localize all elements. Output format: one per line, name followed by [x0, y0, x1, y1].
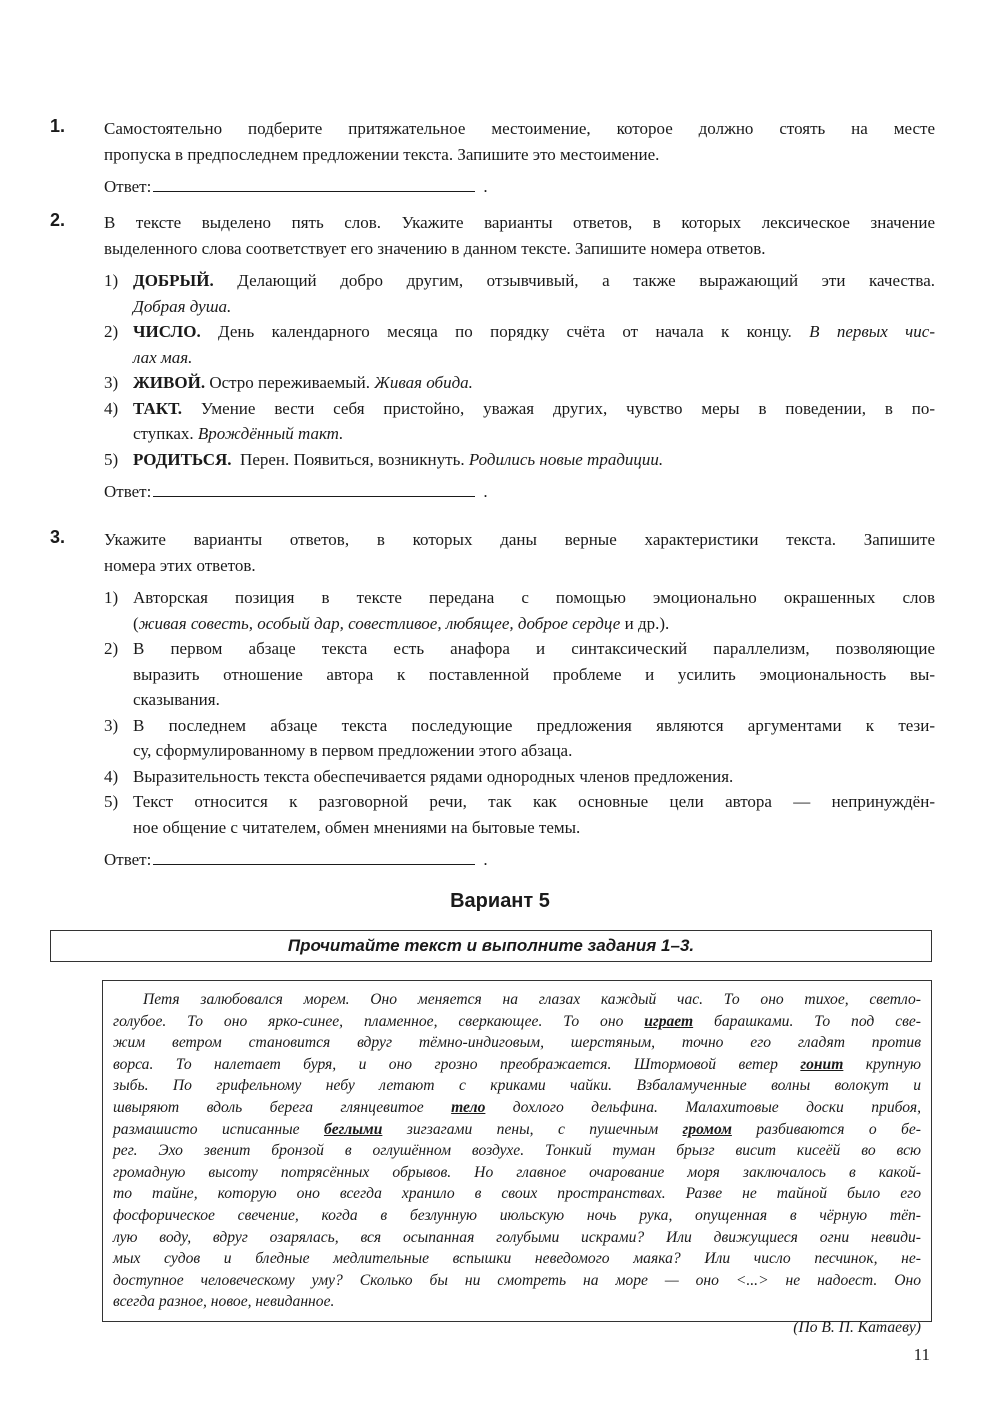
task-text-line: номера этих ответов.: [104, 555, 256, 575]
passage-line: [113, 1011, 921, 1033]
answer-row: [104, 847, 935, 872]
option-word: РОДИТЬСЯ.: [133, 449, 232, 469]
passage-fragment: барашками. То под све-: [693, 1012, 922, 1030]
answer-label: Ответ:: [104, 177, 152, 196]
highlighted-word: громом: [682, 1120, 732, 1138]
option-example: Добрая душа.: [133, 296, 232, 316]
passage-line: жим ветром становится вдруг тёмно-индиговым, шерстяным, точно его гладят против: [113, 1034, 921, 1052]
option-1: [104, 268, 935, 319]
passage-fragment: голубое. То оно ярко-синее, пламенное, сверкающее. То оно: [113, 1012, 645, 1030]
task-1: [50, 116, 935, 199]
task-text: [104, 210, 935, 504]
passage-fragment: разбиваются о бе-: [731, 1120, 921, 1138]
option-number: 3): [104, 715, 119, 735]
passage-fragment: швыряют вдоль берега глянцевитое: [113, 1098, 452, 1116]
option-2: [104, 636, 935, 713]
option-3: [104, 370, 935, 396]
option-4: [104, 396, 935, 447]
task-number: 1.: [50, 116, 66, 136]
option-1: [104, 585, 935, 636]
answer-label: Ответ:: [104, 482, 152, 501]
passage-line: лую воду, вдруг озарялась, вся осыпанная голубыми искрами? Или движущиеся огни невиди-: [113, 1228, 921, 1246]
option-word: ЧИСЛО.: [133, 322, 201, 341]
passage-source: (По В. П. Катаеву): [793, 1318, 921, 1336]
option-text: и др.).: [620, 613, 670, 633]
answer-blank[interactable]: [153, 847, 475, 865]
option-text: В первом абзаце текста есть анафора и синтаксический параллелизм, позволяющие: [133, 639, 935, 658]
option-number: 4): [104, 398, 119, 418]
passage-line: мых судов и бледные медлительные вспышки неведомого маяка? Или число песчинок, не-: [113, 1250, 921, 1268]
passage-line: [113, 1054, 921, 1076]
passage-fragment: дохлого дельфина. Малахитовые доски прибоя,: [485, 1098, 921, 1116]
passage-line: то тайне, которую оно всегда хранило в своих пространствах. Разве не тайной было его: [113, 1185, 921, 1203]
option-example: живая совесть, особый дар, совестливое, любящее, доброе сердце: [138, 613, 621, 633]
task-text: [104, 116, 935, 199]
option-definition: Делающий добро другим, отзывчивый, а также выражающий эти качества.: [213, 271, 935, 290]
option-example: лах мая.: [133, 347, 193, 367]
option-2: [104, 319, 935, 370]
passage-line: всегда разное, новое, невиданное.: [113, 1293, 335, 1311]
passage-line: рег. Эхо звенит бронзой в оглушённом воздухе. Тонкий туман брызг висит кисеёй во всю: [113, 1142, 921, 1160]
answer-row: [104, 174, 935, 199]
option-example: Живая обида.: [374, 373, 473, 392]
passage-line: фосфорическое свечение, когда в безлунную июльскую ночь рука, опущенная в чёрную тёп-: [113, 1206, 921, 1224]
task-text-line: Укажите варианты ответов, в которых даны верные характеристики текста. Запишите: [104, 530, 935, 549]
passage-fragment: размашисто исписанные: [113, 1120, 324, 1138]
option-definition: Перен. Появиться, возникнуть.: [231, 449, 469, 469]
option-word: ЖИВОЙ.: [133, 373, 206, 392]
option-word: ДОБРЫЙ.: [133, 271, 214, 290]
passage-line: [113, 1119, 921, 1141]
answer-blank[interactable]: [153, 479, 475, 497]
option-4: [104, 764, 935, 790]
task-text-line: выделенного слова соответствует его значению в данном тексте. Запишите номера ответов.: [104, 238, 766, 258]
task-text-line: В тексте выделено пять слов. Укажите варианты ответов, в которых лексическое значение: [104, 213, 935, 232]
option-definition: День календарного месяца по порядку счёта от начала к концу.: [200, 322, 810, 341]
passage-fragment: зигзагами пены, с пушечным: [382, 1120, 683, 1138]
option-number: 5): [104, 449, 119, 469]
option-text: су, сформулированному в первом предложении этого абзаца.: [133, 741, 573, 760]
passage-line: доступное человеческому уму? Сколько бы ни смотреть на море — оно <...> не надоест. Оно: [113, 1271, 921, 1289]
option-number: 1): [104, 588, 119, 607]
option-5: [104, 447, 935, 473]
task-number: 3.: [50, 527, 66, 547]
option-number: 3): [104, 373, 119, 392]
option-text: ное общение с читателем, обмен мнениями на бытовые темы.: [133, 817, 581, 837]
passage-fragment: крупную: [843, 1055, 922, 1073]
answer-dot: .: [483, 482, 488, 501]
task-2: [50, 210, 935, 504]
option-number: 2): [104, 639, 119, 658]
option-word: ТАКТ.: [133, 398, 182, 418]
option-text: выразить отношение автора к поставленной проблеме и усилить эмоциональность вы-: [133, 664, 935, 684]
highlighted-word: играет: [644, 1012, 694, 1030]
option-text: Авторская позиция в тексте передана с помощью эмоционально окрашенных слов: [133, 588, 935, 607]
passage-line: [113, 1097, 921, 1119]
option-text: В последнем абзаце текста последующие предложения являются аргументами к тези-: [133, 715, 935, 735]
task-text-line: пропуска в предпоследнем предложении текста. Запишите это местоимение.: [104, 144, 660, 164]
highlighted-word: тело: [451, 1098, 486, 1116]
option-text: Выразительность текста обеспечивается рядами однородных членов предложения.: [133, 766, 734, 786]
answer-dot: .: [483, 850, 488, 869]
variant-title: Вариант 5: [450, 890, 550, 912]
option-3: [104, 713, 935, 764]
option-number: 1): [104, 271, 119, 290]
passage-line: громадную высоту потрясённых обрывов. Но главное очарование моря заключалось в какой-: [113, 1163, 921, 1181]
reading-passage: [113, 989, 921, 1313]
task-3: [50, 527, 935, 872]
option-example: В первых чис-: [809, 322, 936, 341]
passage-line: Петя залюбовался морем. Оно меняется на глазах каждый час. То оно тихое, светло-: [143, 991, 921, 1008]
highlighted-word: гонит: [800, 1055, 844, 1073]
option-number: 5): [104, 792, 119, 811]
instruction-text: Прочитайте текст и выполните задания 1–3.: [287, 936, 695, 955]
option-5: [104, 789, 935, 840]
answer-label: Ответ:: [104, 850, 152, 869]
task-text-line: Самостоятельно подберите притяжательное местоимение, которое должно стоять на месте: [104, 119, 935, 138]
option-definition: Остро переживаемый.: [205, 373, 375, 392]
task-number: 2.: [50, 210, 66, 230]
option-text: (: [133, 613, 139, 633]
option-definition: ступках.: [133, 424, 198, 443]
reading-passage-box: [102, 980, 932, 1336]
option-text: Текст относится к разговорной речи, так как основные цели автора — непринуждён-: [133, 792, 935, 811]
option-number: 2): [104, 322, 119, 341]
passage-line: зыбь. По грифельному небу летают с криками чайки. Взбаламученные волны волокут и: [113, 1077, 921, 1095]
highlighted-word: беглыми: [323, 1120, 383, 1138]
task-text: [104, 527, 935, 872]
page-number: 11: [913, 1345, 930, 1364]
option-text: сказывания.: [133, 690, 220, 709]
answer-blank[interactable]: [153, 174, 475, 192]
passage-fragment: ворса. То налетает буря, и оно грозно преображается. Штормовой ветер: [113, 1055, 801, 1073]
option-example: Врождённый такт.: [197, 424, 344, 443]
option-number: 4): [104, 766, 119, 786]
option-definition: Умение вести себя пристойно, уважая других, чувство меры в поведении, в по-: [181, 398, 935, 418]
instruction-box: [50, 930, 932, 962]
answer-dot: .: [483, 177, 488, 196]
answer-row: [104, 479, 935, 504]
option-example: Родились новые традиции.: [468, 449, 664, 469]
